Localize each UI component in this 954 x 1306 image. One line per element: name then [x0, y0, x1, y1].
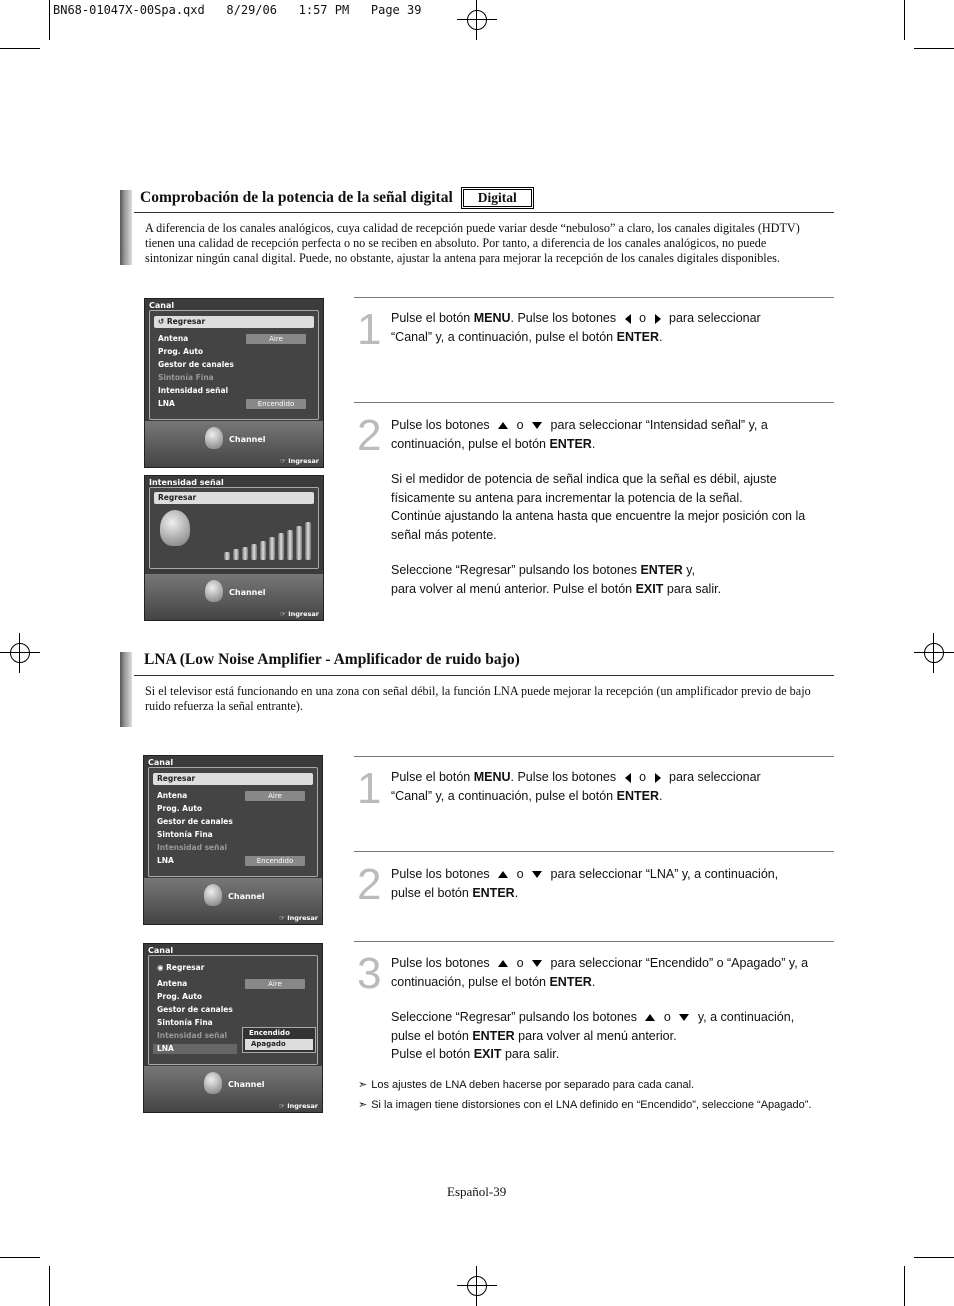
crop-mark: [904, 1266, 905, 1306]
arrow-icon: ➣: [358, 1079, 368, 1091]
tv-menu-lna-popup-screenshot: Canal ◉ Regresar Antena Aire Prog. Auto Gestor de canales Sintonía Fina Intensidad señal LNA Encendido Apagado Channel ☞ Ingresar: [143, 943, 323, 1113]
step-number: 2: [357, 860, 382, 909]
signal-bar: [278, 533, 284, 560]
crop-mark: [49, 1266, 50, 1306]
tv-menu-screenshot: Canal ↺ Regresar Antena Aire Prog. Auto Gestor de canales Sintonía Fina Intensidad señal LNA Encendido Channel ☞ Ingresar: [144, 298, 324, 468]
file-slug: BN68-01047X-00Spa.qxd 8/29/06 1:57 PM Page 39: [53, 3, 422, 17]
step-1-text: Pulse el botón MENU. Pulse los botones o para seleccionar “Canal” y, a continuación, pulse el botón ENTER.: [391, 770, 761, 803]
note: ➣ Los ajustes de LNA deben hacerse por separado para cada canal.: [358, 1079, 695, 1091]
signal-bar: [296, 526, 302, 560]
section-rule: [134, 212, 834, 213]
step-rule: [354, 297, 834, 298]
step-number: 1: [357, 764, 382, 813]
crop-mark: [904, 0, 905, 40]
registration-mark: [457, 0, 497, 40]
section-intro: A diferencia de los canales analógicos, cuya calidad de recepción puede variar desde “nebuloso” a claro, los canales digitales (HDTV) tienen una calidad de recepción perfecta o no se reciben en absoluto. Por tanto, a diferencia de los canales analógicos, no puede sintonizar ningún canal digital. Puede, no obstante, ajustar la antena para mejorar la recepción de los canales digitales disponibles.: [145, 221, 800, 266]
section-intro: Si el televisor está funcionando en una zona con señal débil, la función LNA puede mejorar la recepción (un amplificador previo de bajo ruido refuerza la señal entrante).: [145, 684, 811, 714]
step-rule: [354, 756, 834, 757]
crop-mark: [49, 0, 50, 40]
digital-badge: Digital: [463, 189, 532, 207]
step-1-text: Pulse el botón MENU. Pulse los botones o para seleccionar “Canal” y, a continuación, pulse el botón ENTER.: [391, 311, 761, 344]
registration-mark: [457, 1266, 497, 1306]
channel-icon: [205, 427, 223, 449]
channel-icon: [204, 884, 222, 906]
satellite-dish-icon: [160, 510, 190, 546]
signal-meter: [224, 518, 314, 560]
step-number: 2: [357, 411, 382, 460]
note: ➣ Si la imagen tiene distorsiones con el LNA definido en “Encendido”, seleccione “Apagado”.: [358, 1099, 812, 1111]
step-rule: [354, 941, 834, 942]
step-rule: [354, 851, 834, 852]
registration-mark: [914, 633, 954, 673]
signal-bar: [287, 530, 293, 560]
section-bar: [120, 652, 132, 727]
section-title: Comprobación de la potencia de la señal digital Digital: [140, 189, 532, 207]
menu-item-regresar: ↺ Regresar: [154, 316, 314, 328]
section-bar: [120, 190, 132, 265]
step-3-text: Pulse los botones o para seleccionar “Encendido” o “Apagado” y, a continuación, pulse el botón ENTER. Seleccione “Regresar” pulsando los botones o y, a continuación, pulse el botón ENTER para volver al menú anterior. Pulse el botón EXIT para salir.: [391, 956, 809, 1061]
crop-mark: [914, 48, 954, 49]
section-title: LNA (Low Noise Amplifier - Amplificador de ruido bajo): [144, 651, 520, 668]
section-rule: [134, 675, 834, 676]
signal-bar: [224, 552, 230, 560]
step-number: 1: [357, 305, 382, 354]
lna-options-popup: Encendido Apagado: [242, 1027, 316, 1053]
registration-mark: [0, 633, 40, 673]
signal-bar: [242, 547, 248, 560]
page-number: Español-39: [447, 1184, 507, 1199]
ingresar-hint: ☞ Ingresar: [280, 457, 319, 465]
step-number: 3: [357, 949, 382, 998]
crop-mark: [914, 1257, 954, 1258]
channel-icon: [204, 1072, 222, 1094]
menu-title: Canal: [149, 301, 175, 310]
signal-bar: [233, 549, 239, 560]
crop-mark: [0, 48, 40, 49]
signal-strength-screenshot: Intensidad señal Regresar Channel ☞ Ingresar: [144, 475, 324, 621]
step-2-text: Pulse los botones o para seleccionar “LNA” y, a continuación, pulse el botón ENTER.: [391, 867, 779, 900]
tv-menu-screenshot: Canal Regresar Antena Aire Prog. Auto Gestor de canales Sintonía Fina Intensidad señal LNA Encendido Channel ☞ Ingresar: [143, 755, 323, 925]
signal-bar: [305, 522, 311, 560]
signal-bar: [269, 537, 275, 560]
step-rule: [354, 402, 834, 403]
arrow-icon: ➣: [358, 1099, 368, 1111]
step-2-text: Pulse los botones o para seleccionar “Intensidad señal” y, a continuación, pulse el botón ENTER. Si el medidor de potencia de señal indica que la señal es débil, ajuste físicamente su antena para incrementar la potencia de la señal. Continúe ajustando la antena hasta que encuentre la mejor posición con la señal más potente. Seleccione “Regresar” pulsando los botones ENTER y, para volver al menú anterior. Pulse el botón EXIT para salir.: [391, 418, 806, 596]
channel-icon: [205, 580, 223, 602]
signal-bar: [251, 544, 257, 560]
signal-bar: [260, 541, 266, 560]
crop-mark: [0, 1257, 40, 1258]
